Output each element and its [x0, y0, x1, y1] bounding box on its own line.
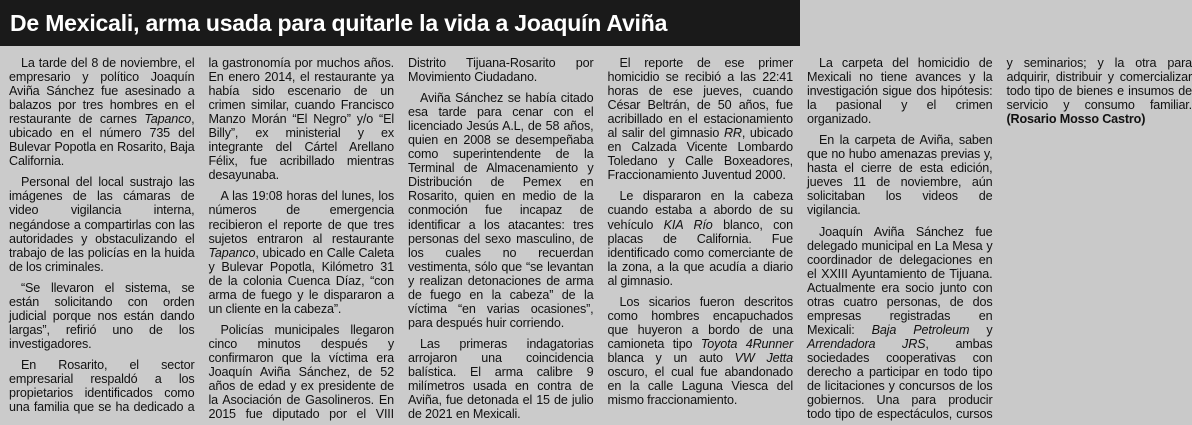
byline: (Rosario Mosso Castro): [1006, 112, 1146, 127]
article-paragraph: El reporte de ese primer homicidio se recibió a las 22:41 horas de ese jueves, cuando César Beltrán, de 50 años, fue acribillado en el estacionamiento al salir del gimnasio RR, ubicado en Calzada Vicente Lombardo Toledano y Calle Boxeadores, Fraccionamiento Juventud 2000.: [607, 56, 794, 183]
article-paragraph: Le dispararon en la cabeza cuando estaba a abordo de su vehículo KIA Río blanco, con placas de California. Fue identificado como comerciante de la zona, a la que acudía a diario al gimnasio.: [607, 189, 793, 288]
article-body: [9, 56, 1192, 422]
article-paragraph: Aviña Sánchez se había citado esa tarde para cenar con el licenciado Jesús A.L, de 58 años, quien en 2008 se desempeñaba como superintendente de la Terminal de Almacenamiento y Distribución de Pemex en Rosarito, quien en medio de la conmoción fue incapaz de identificar a los atacantes: tres personas del sexo masculino, de los cuales no recuerdan vestimenta, sólo que “se levantan y realizan detonaciones de arma de fuego en la cabeza” de la víctima “en varias ocasiones”, para después huir corriendo.: [408, 91, 594, 330]
article-paragraph: Policías municipales llegaron cinco minutos después y confirmaron que la víctima era Joaquín Aviña Sánchez, de 52 años de edad y ex presidente de la Asociación de Gasolineros. En 2015 fue diputado por el VIII Distrito Tijuana-Rosarito por Movimiento Ciudadano.: [208, 56, 594, 422]
article-paragraph: En la carpeta de Aviña, saben que no hubo amenazas previas y, hasta el cierre de esta edición, jueves 11 de noviembre, aún solicitaban los videos de vigilancia.: [807, 133, 993, 218]
headline-bar: [0, 0, 800, 46]
article-paragraph: La carpeta del homicidio de Mexicali no tiene avances y la investigación sigue dos hipótesis: la pasional y el crimen organizado.: [807, 56, 993, 127]
article-paragraph: Las primeras indagatorias arrojaron una coincidencia balística. El arma calibre 9 milímetros usada en contra de Aviña, fue detonada el 15 de julio de 2021 en Mexicali.: [408, 336, 594, 422]
article-paragraph: Joaquín Aviña Sánchez fue delegado municipal en La Mesa y coordinador de delegaciones en el XXIII Ayuntamiento de Tijuana. Actualmente era socio junto con otras cuatro personas, de dos empresas registradas en Mexicali: Baja Petroleum y Arrendadora JRS, ambas sociedades cooperativas con derecho a participar en todo tipo de licitaciones y concursos de los gobiernos. Una para producir todo tipo de espectáculos, cursos y seminarios; y la otra para adquirir, distribuir y comercializar todo tipo de bienes e insumos de servicio y consumo familiar. (Rosario Mosso Castro): [807, 56, 1192, 422]
article-paragraph: Personal del local sustrajo las imágenes de las cámaras de video vigilancia interna, negándose a compartirlas con las autoridades y obstaculizando el trabajo de las policías en la huida de los criminales.: [9, 175, 195, 274]
article-paragraph: Los sicarios fueron descritos como hombres encapuchados que huyeron a bordo de una camioneta tipo Toyota 4Runner blanca y un auto VW Jetta oscuro, el cual fue abandonado en la calle Laguna Viesca del mismo fraccionamiento.: [607, 294, 794, 408]
article-paragraph: En Rosarito, el sector empresarial respaldó a los propietarios identificados como una familia que se ha dedicado a la gastronomía por muchos años. En enero 2014, el restaurante ya había sido escenario de un crimen similar, cuando Francisco Manzo Morán “El Negro” y/o “El Billy”, ex ministerial y ex integrante del Cártel Arellano Félix, fue acribillado mientras desayunaba.: [9, 56, 394, 415]
article-paragraph: La tarde del 8 de noviembre, el empresario y político Joaquín Aviña Sánchez fue asesinado a balazos por tres hombres en el restaurante de carnes Tapanco, ubicado en el número 735 del Bulevar Popotla en Rosarito, Baja California.: [9, 56, 195, 169]
article-paragraph: “Se llevaron el sistema, se están solicitando con orden judicial porque nos están dando largas”, refirió uno de los investigadores.: [9, 280, 195, 351]
headline: De Mexicali, arma usada para quitarle la vida a Joaquín Aviña: [10, 10, 668, 36]
article-paragraph: A las 19:08 horas del lunes, los números de emergencia recibieron el reporte de que tres sujetos entraron al restaurante Tapanco, ubicado en Calle Caleta y Bulevar Popotla, Kilómetro 31 de la colonia Cuenca Díaz, “con arma de fuego y le dispararon a un cliente en la cabeza”.: [208, 189, 394, 316]
